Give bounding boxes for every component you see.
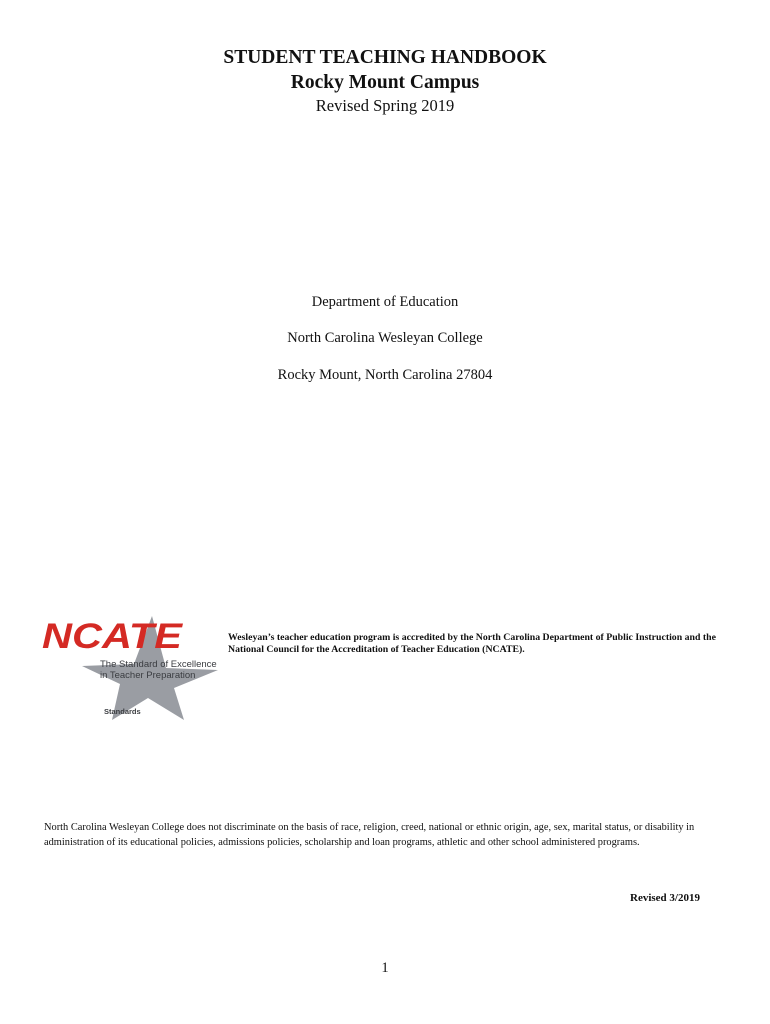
- ncate-logo: [38, 614, 218, 720]
- nondiscrimination-statement: North Carolina Wesleyan College does not discriminate on the basis of race, religion, creed, national or ethnic origin, age, sex, marital status, or disability in administration of its educational policies, admissions policies, scholarship and loan programs, athletic and other school administered programs.: [44, 822, 695, 848]
- document-title: STUDENT TEACHING HANDBOOK: [223, 47, 547, 68]
- revision-line: Revised Spring 2019: [315, 96, 455, 115]
- college-name: North Carolina Wesleyan College: [287, 330, 483, 346]
- logo-badge: Standards: [104, 707, 141, 716]
- campus-subtitle: Rocky Mount Campus: [290, 72, 480, 93]
- department-name: Department of Education: [311, 294, 459, 310]
- revised-date: Revised 3/2019: [630, 892, 700, 904]
- accreditation-statement: Wesleyan’s teacher education program is accredited by the North Carolina Department of Public Instruction and the National Council for the Accreditation of Teacher Education (NCATE).: [228, 632, 716, 655]
- logo-tagline-line1: The Standard of Excellence: [100, 659, 217, 670]
- page-number: 1: [381, 960, 389, 976]
- logo-tagline-line2: in Teacher Preparation: [100, 670, 196, 681]
- logo-wordmark: NCATE: [42, 617, 184, 656]
- college-address: Rocky Mount, North Carolina 27804: [277, 367, 493, 383]
